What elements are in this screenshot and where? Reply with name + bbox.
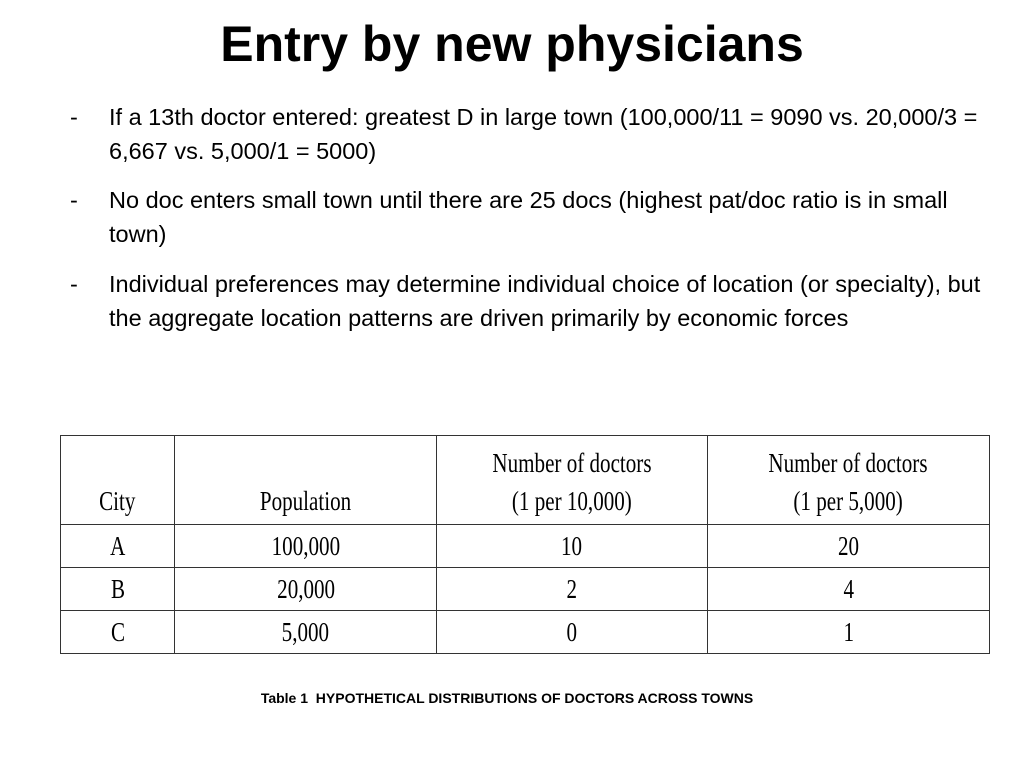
- bullet-text: Individual preferences may determine individual choice of location (or specialty), but the aggregate location patterns are driven primarily by economic forces: [109, 271, 981, 331]
- bullet-item: [66, 100, 996, 168]
- table-caption: Table 1 HYPOTHETICAL DISTRIBUTIONS OF DOCTORS ACROSS TOWNS: [260, 690, 754, 706]
- cell-doctors-per-10000: [437, 525, 707, 568]
- cell-population: [175, 568, 437, 611]
- header-doctors-per-10000-line2: (1 per 10,000): [511, 486, 632, 516]
- cell-doctors-per-10000-value: 0: [566, 617, 578, 647]
- cell-doctors-per-5000-value: 4: [843, 574, 854, 604]
- cell-population: [175, 525, 437, 568]
- cell-population-value: 20,000: [276, 574, 335, 604]
- bullet-list: [66, 100, 996, 350]
- table-header-row: [61, 436, 990, 525]
- header-population-label: Population: [260, 486, 352, 516]
- bullet-dash-icon: -: [70, 271, 78, 297]
- cell-doctors-per-10000: [437, 568, 707, 611]
- header-population: [175, 436, 437, 525]
- header-doctors-per-10000-line1: Number of doctors: [492, 448, 652, 478]
- cell-doctors-per-10000-value: 10: [561, 531, 583, 561]
- bullet-text: No doc enters small town until there are 25 docs (highest pat/doc ratio is in small town): [109, 187, 948, 247]
- cell-city-value: C: [110, 617, 125, 647]
- cell-doctors-per-10000-value: 2: [566, 574, 578, 604]
- bullet-item: [66, 183, 996, 251]
- doctor-distribution-table: [60, 435, 990, 654]
- cell-city: [61, 611, 175, 654]
- cell-city: [61, 525, 175, 568]
- slide-title: Entry by new physicians: [220, 16, 804, 72]
- cell-city-value: B: [110, 574, 125, 604]
- cell-city-value: A: [110, 531, 126, 561]
- table-row: [61, 611, 990, 654]
- cell-doctors-per-5000: [707, 525, 989, 568]
- cell-population: [175, 611, 437, 654]
- bullet-item: [66, 267, 996, 335]
- table-row: [61, 568, 990, 611]
- table-row: [61, 525, 990, 568]
- cell-population-value: 100,000: [271, 531, 341, 561]
- header-city-label: City: [99, 486, 136, 516]
- cell-doctors-per-5000-value: 1: [843, 617, 854, 647]
- bullet-text: If a 13th doctor entered: greatest D in large town (100,000/11 = 9090 vs. 20,000/3 = 6,667 vs. 5,000/1 = 5000): [109, 104, 978, 164]
- cell-city: [61, 568, 175, 611]
- header-city: [61, 436, 175, 525]
- bullet-dash-icon: -: [70, 187, 78, 213]
- cell-doctors-per-10000: [437, 611, 707, 654]
- cell-population-value: 5,000: [282, 617, 330, 647]
- cell-doctors-per-5000: [707, 611, 989, 654]
- header-doctors-per-5000-line2: (1 per 5,000): [793, 486, 903, 516]
- cell-doctors-per-5000-value: 20: [837, 531, 859, 561]
- bullet-dash-icon: -: [70, 104, 78, 130]
- header-doctors-per-10000: [437, 436, 707, 525]
- cell-doctors-per-5000: [707, 568, 989, 611]
- header-doctors-per-5000: [707, 436, 989, 525]
- header-doctors-per-5000-line1: Number of doctors: [768, 448, 928, 478]
